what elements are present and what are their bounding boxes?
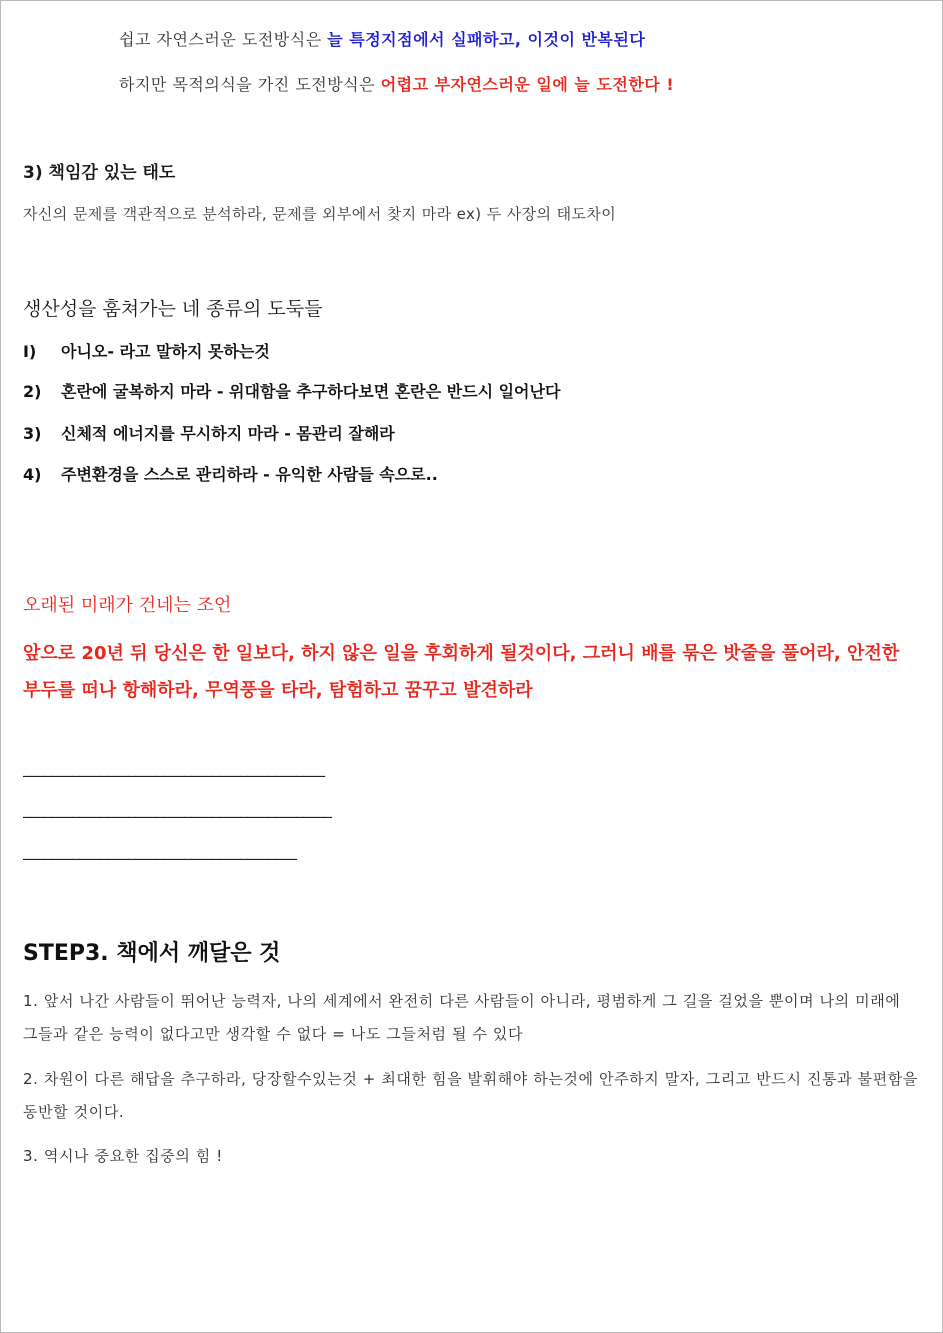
- thief-item-number: 4): [23, 465, 42, 484]
- divider-line-2: ____________________________________________: [23, 799, 331, 818]
- intro-line-1-text: 쉽고 자연스러운 도전방식은: [119, 30, 328, 49]
- intro-line-2-emphasis: 어렵고 부자연스러운 일에 늘 도전한다 !: [380, 75, 675, 94]
- thief-item-text: 주변환경을 스스로 관리하라 - 유익한 사람들 속으로..: [61, 465, 438, 484]
- intro-line-1-emphasis: 늘 특정지점에서 실패하고, 이것이 반복된다: [327, 30, 646, 49]
- step3-point: 1. 앞서 나간 사람들이 뛰어난 능력자, 나의 세계에서 완전히 다른 사람들이 아니라, 평범하게 그 길을 걸었을 뿐이며 나의 미래에 그들과 같은 능력이 없다고만 생각할 수 없다 = 나도 그들처럼 될 수 있다: [23, 992, 901, 1043]
- section-3-text: 자신의 문제를 객관적으로 분석하라, 문제를 외부에서 찾지 마라 ex) 두 사장의 태도차이: [23, 205, 617, 223]
- divider-line-1: ___________________________________________: [23, 758, 324, 777]
- step3-point: 2. 차원이 다른 해답을 추구하라, 당장할수있는것 + 최대한 힘을 발휘해야 하는것에 안주하지 말자, 그리고 반드시 진통과 불편함을 동반할 것이다.: [23, 1070, 918, 1121]
- thief-item-text: 신체적 에너지를 무시하지 마라 - 몸관리 잘해라: [61, 424, 395, 443]
- intro-line-1: [119, 27, 920, 50]
- divider-line-3: _______________________________________: [23, 841, 296, 860]
- section-3-heading: 3) 책임감 있는 태도: [23, 163, 176, 183]
- thief-item: [23, 339, 920, 362]
- step3-point: 3. 역시나 중요한 집중의 힘 !: [23, 1147, 223, 1165]
- thief-item-number: 3): [23, 424, 42, 443]
- intro-line-2: [119, 72, 920, 95]
- thief-item-text: 혼란에 굴복하지 마라 - 위대함을 추구하다보면 혼란은 반드시 일어난다: [61, 382, 561, 401]
- thief-item: [23, 421, 920, 444]
- thief-item-number: 2): [23, 382, 42, 401]
- thieves-title: 생산성을 훔쳐가는 네 종류의 도둑들: [23, 298, 323, 320]
- advice-body: 앞으로 20년 뒤 당신은 한 일보다, 하지 않은 일을 후회하게 될것이다, 그러니 배를 묶은 밧줄을 풀어라, 안전한 부두를 떠나 항해하라, 무역풍을 타라, 탐험하고 꿈꾸고 발견하라: [23, 643, 900, 701]
- step3-title: STEP3. 책에서 깨달은 것: [23, 941, 281, 966]
- advice-title: 오래된 미래가 건네는 조언: [23, 595, 232, 616]
- thief-item-number: I): [23, 342, 37, 361]
- thief-item: [23, 462, 920, 485]
- thief-item-text: 아니오- 라고 말하지 못하는것: [61, 342, 270, 361]
- thief-item: [23, 379, 920, 402]
- intro-line-2-text: 하지만 목적의식을 가진 도전방식은: [119, 75, 381, 94]
